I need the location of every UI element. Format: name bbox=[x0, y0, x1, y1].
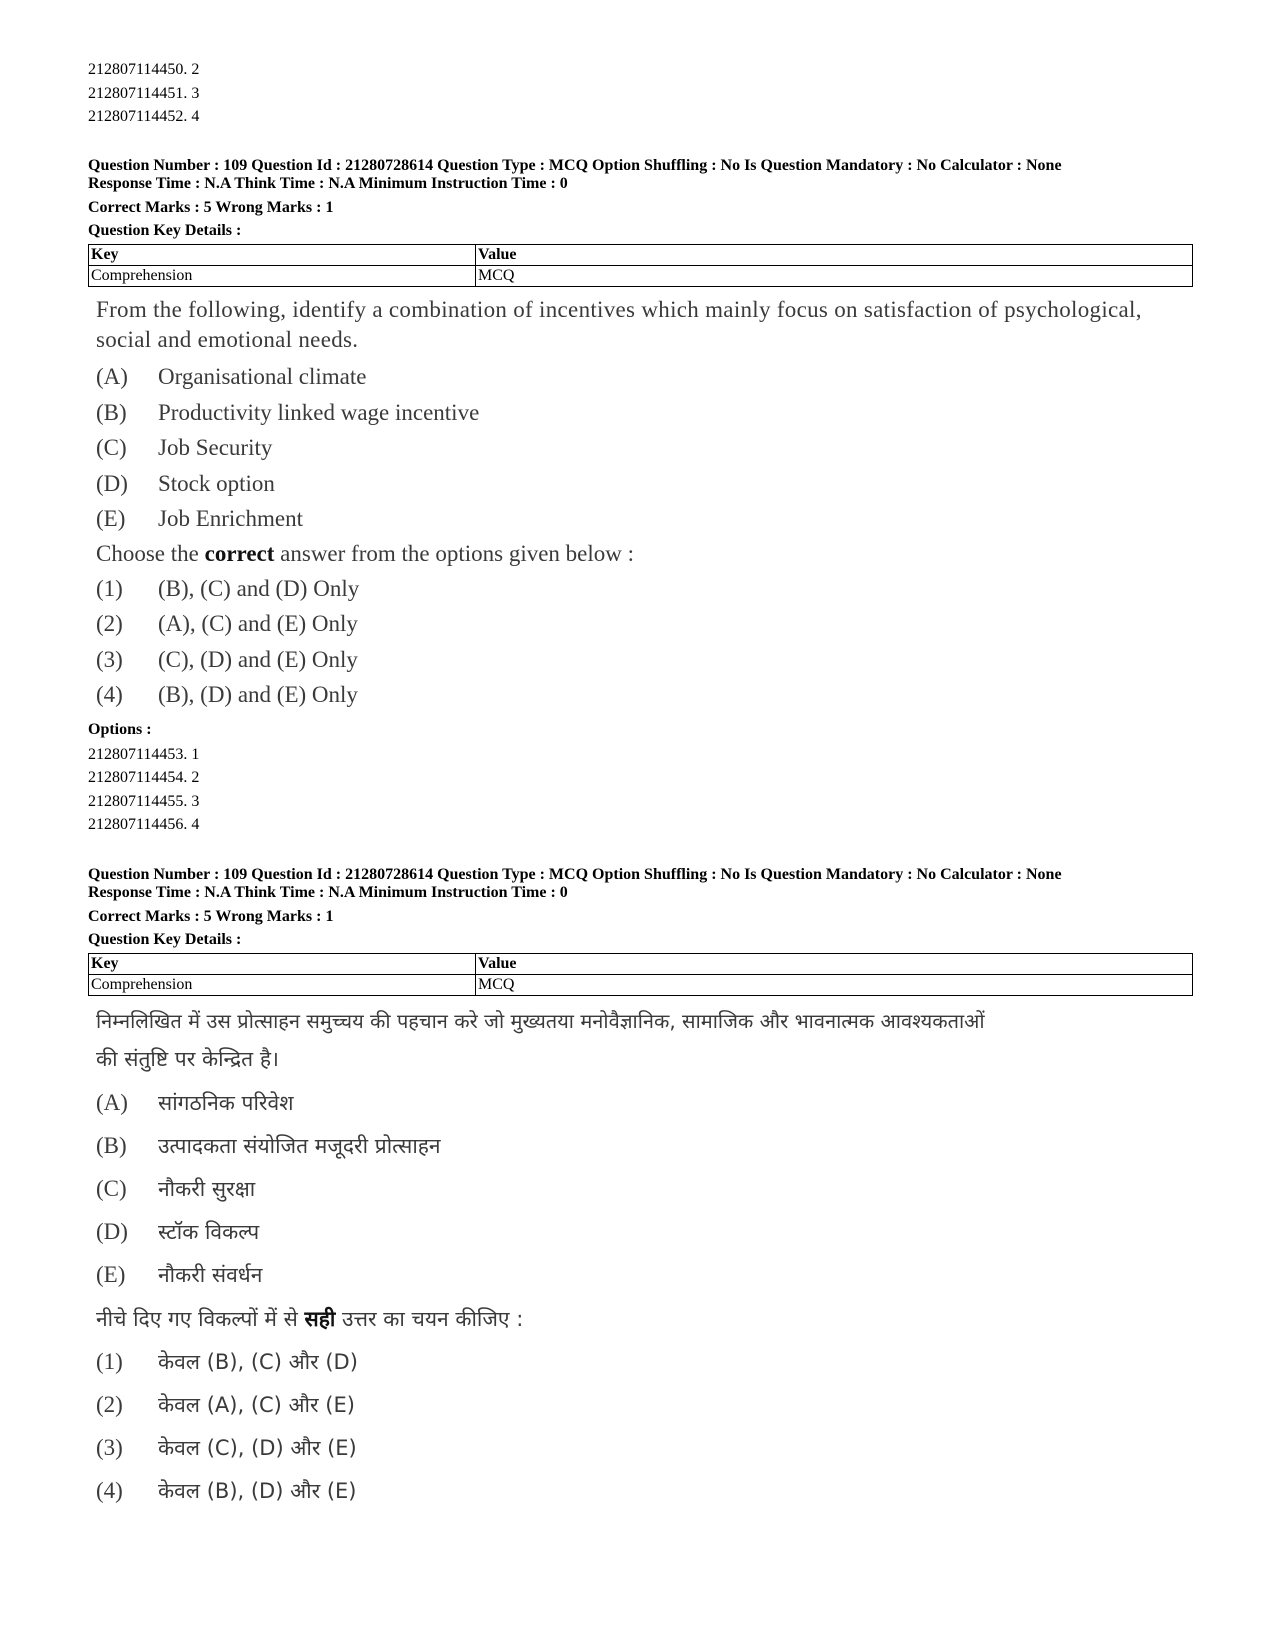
choice-label: (1) bbox=[96, 1349, 123, 1374]
choice-label: (4) bbox=[96, 682, 123, 708]
previous-options-list bbox=[88, 58, 1188, 129]
table-header-value: Value bbox=[476, 244, 1193, 265]
item-text: Job Security bbox=[158, 435, 273, 461]
item-text: Job Enrichment bbox=[158, 506, 303, 532]
key-details-label: Question Key Details : bbox=[88, 222, 242, 239]
option-id-line: 212807114453. 1 bbox=[88, 745, 200, 763]
item-text: Stock option bbox=[158, 470, 275, 496]
table-header-row bbox=[89, 953, 1193, 974]
item-text: नौकरी संवर्धन bbox=[158, 1263, 263, 1287]
table-header-key: Key bbox=[89, 953, 476, 974]
choice-text: (B), (C) and (D) Only bbox=[158, 575, 360, 601]
answer-choice bbox=[96, 678, 1188, 714]
question-block-english bbox=[88, 157, 1188, 837]
choice-text: (B), (D) and (E) Only bbox=[158, 682, 358, 708]
question-content bbox=[96, 295, 1188, 714]
option-id-line: 212807114450. 2 bbox=[88, 61, 200, 78]
item-label: (C) bbox=[96, 1176, 127, 1201]
choice-text: केवल (C), (D) और (E) bbox=[158, 1436, 357, 1460]
question-meta-line: Question Number : 109 Question Id : 21280728614 Question Type : MCQ Option Shuffling : No Is Question Mandatory : No Calculator : None bbox=[88, 156, 1062, 174]
item-label: (E) bbox=[96, 506, 126, 532]
question-stem: From the following, identify a combination of incentives which mainly focus on satisfaction of psychological, social and emotional needs. bbox=[96, 296, 1142, 352]
list-item bbox=[96, 1125, 1188, 1168]
item-label: (B) bbox=[96, 1133, 127, 1158]
table-row bbox=[89, 265, 1193, 286]
answer-instruction bbox=[96, 1297, 1188, 1341]
list-item bbox=[96, 360, 1188, 396]
item-text: नौकरी सुरक्षा bbox=[158, 1177, 256, 1201]
key-details-table bbox=[88, 953, 1193, 996]
option-id-line: 212807114454. 2 bbox=[88, 769, 200, 786]
answer-choice bbox=[96, 571, 1188, 607]
table-header-key: Key bbox=[89, 244, 476, 265]
choice-label: (3) bbox=[96, 1435, 123, 1460]
item-text: Organisational climate bbox=[158, 364, 367, 390]
option-id-line: 212807114452. 4 bbox=[88, 108, 200, 125]
choice-label: (2) bbox=[96, 1392, 123, 1417]
table-header-row bbox=[89, 244, 1193, 265]
list-item bbox=[96, 466, 1188, 502]
answer-choice bbox=[96, 1384, 1188, 1427]
choice-text: केवल (B), (D) और (E) bbox=[158, 1479, 357, 1503]
item-label: (C) bbox=[96, 435, 127, 461]
key-details-label: Question Key Details : bbox=[88, 931, 242, 948]
answer-choice bbox=[96, 1341, 1188, 1384]
question-stem-line: की संतुष्टि पर केन्द्रित है। bbox=[96, 1046, 279, 1071]
table-cell-key: Comprehension bbox=[89, 265, 476, 286]
answer-choice bbox=[96, 607, 1188, 643]
item-text: Productivity linked wage incentive bbox=[158, 399, 480, 425]
marks-line: Correct Marks : 5 Wrong Marks : 1 bbox=[88, 198, 334, 216]
instruction-emphasis: सही bbox=[304, 1306, 336, 1331]
instruction-text: उत्तर का चयन कीजिए : bbox=[335, 1306, 524, 1331]
item-label: (D) bbox=[96, 470, 128, 496]
question-stem-line: निम्नलिखित में उस प्रोत्साहन समुच्चय की पहचान करे जो मुख्यतया मनोवैज्ञानिक, सामाजिक और भावनात्मक आवश्यकताओं bbox=[96, 1008, 985, 1033]
instruction-text: answer from the options given below : bbox=[274, 541, 635, 566]
list-item bbox=[96, 395, 1188, 431]
choice-label: (3) bbox=[96, 646, 123, 672]
item-label: (A) bbox=[96, 1090, 128, 1115]
answer-choice bbox=[96, 1427, 1188, 1470]
option-id-line: 212807114451. 3 bbox=[88, 84, 200, 102]
question-meta-line: Question Number : 109 Question Id : 21280728614 Question Type : MCQ Option Shuffling : No Is Question Mandatory : No Calculator : None bbox=[88, 865, 1062, 883]
choice-label: (4) bbox=[96, 1478, 123, 1503]
question-timing-line: Response Time : N.A Think Time : N.A Minimum Instruction Time : 0 bbox=[88, 884, 568, 901]
instruction-emphasis: correct bbox=[204, 541, 275, 566]
item-text: उत्पादकता संयोजित मजूदरी प्रोत्साहन bbox=[158, 1134, 441, 1158]
list-item bbox=[96, 1168, 1188, 1211]
key-details-table bbox=[88, 244, 1193, 287]
choice-label: (1) bbox=[96, 575, 123, 601]
option-id-line: 212807114455. 3 bbox=[88, 792, 200, 810]
choice-label: (2) bbox=[96, 611, 123, 637]
question-content-hindi bbox=[96, 1002, 1188, 1513]
answer-choice bbox=[96, 642, 1188, 678]
options-label: Options : bbox=[88, 721, 152, 738]
table-cell-key: Comprehension bbox=[89, 974, 476, 995]
list-item bbox=[96, 1254, 1188, 1297]
instruction-text: नीचे दिए गए विकल्पों में से bbox=[96, 1306, 305, 1331]
list-item bbox=[96, 1211, 1188, 1254]
list-item bbox=[96, 1082, 1188, 1125]
item-label: (D) bbox=[96, 1219, 128, 1244]
question-timing-line: Response Time : N.A Think Time : N.A Minimum Instruction Time : 0 bbox=[88, 175, 568, 192]
table-cell-value: MCQ bbox=[476, 265, 1193, 286]
options-list bbox=[88, 743, 1188, 837]
choice-text: (C), (D) and (E) Only bbox=[158, 646, 358, 672]
choice-text: केवल (B), (C) और (D) bbox=[158, 1350, 358, 1374]
table-row bbox=[89, 974, 1193, 995]
document-page bbox=[88, 58, 1188, 1513]
marks-line: Correct Marks : 5 Wrong Marks : 1 bbox=[88, 907, 334, 925]
item-label: (A) bbox=[96, 364, 128, 390]
choice-text: (A), (C) and (E) Only bbox=[158, 611, 358, 637]
item-text: स्टॉक विकल्प bbox=[158, 1220, 260, 1244]
choice-text: केवल (A), (C) और (E) bbox=[158, 1393, 355, 1417]
item-text: सांगठनिक परिवेश bbox=[158, 1091, 294, 1115]
item-label: (B) bbox=[96, 399, 127, 425]
option-id-line: 212807114456. 4 bbox=[88, 816, 200, 833]
list-item bbox=[96, 502, 1188, 538]
answer-instruction bbox=[96, 537, 1188, 571]
question-block-hindi bbox=[88, 866, 1188, 1513]
item-label: (E) bbox=[96, 1262, 126, 1287]
table-cell-value: MCQ bbox=[476, 974, 1193, 995]
instruction-text: Choose the bbox=[96, 541, 205, 566]
list-item bbox=[96, 431, 1188, 467]
table-header-value: Value bbox=[476, 953, 1193, 974]
answer-choice bbox=[96, 1470, 1188, 1513]
